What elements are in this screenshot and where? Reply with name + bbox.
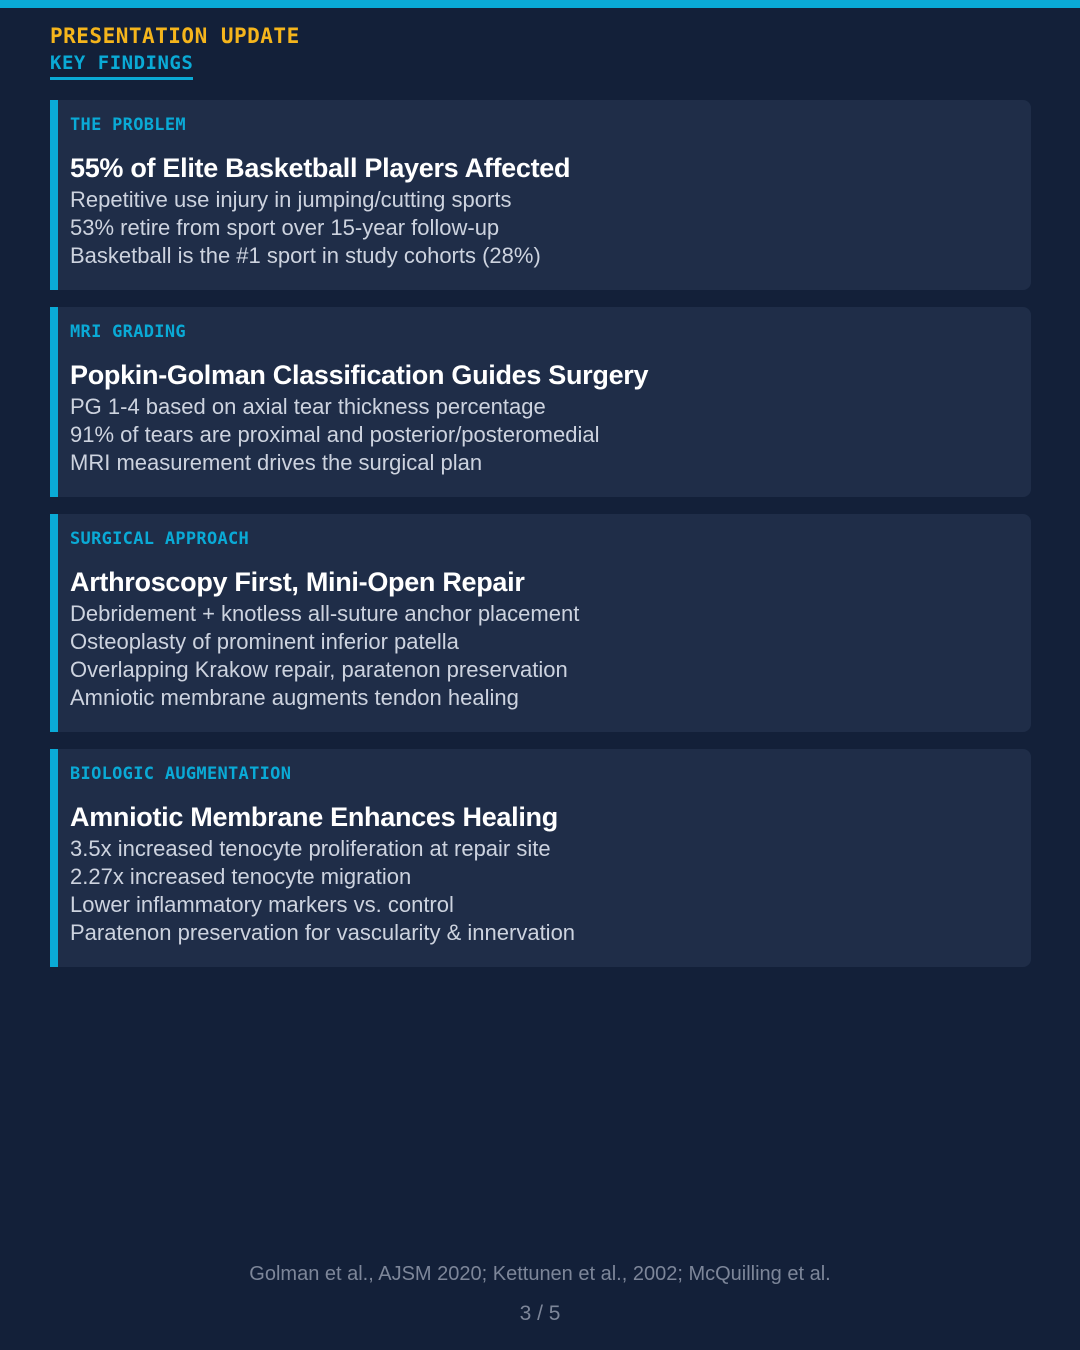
card-label: MRI GRADING <box>70 322 186 342</box>
findings-list <box>50 100 1031 984</box>
card-title: 55% of Elite Basketball Players Affected <box>70 153 571 183</box>
card-line: PG 1-4 based on axial tear thickness percentage <box>70 394 546 419</box>
card-line: Lower inflammatory markers vs. control <box>70 892 454 917</box>
card-line: Repetitive use injury in jumping/cutting sports <box>70 187 512 212</box>
card-title: Popkin-Golman Classification Guides Surgery <box>70 360 649 390</box>
presentation-kicker: PRESENTATION UPDATE <box>50 24 300 48</box>
card-line: Basketball is the #1 sport in study cohorts (28%) <box>70 243 541 268</box>
finding-card-mri-grading <box>50 307 1031 497</box>
card-line: 53% retire from sport over 15-year follow-up <box>70 215 500 240</box>
card-line: Overlapping Krakow repair, paratenon preservation <box>70 657 568 682</box>
card-lines <box>70 600 1011 712</box>
slide-header <box>50 22 300 80</box>
card-title: Arthroscopy First, Mini-Open Repair <box>70 567 525 597</box>
card-lines <box>70 186 1011 270</box>
finding-card-problem <box>50 100 1031 290</box>
page-indicator: 3 / 5 <box>519 1302 561 1325</box>
card-line: MRI measurement drives the surgical plan <box>70 450 483 475</box>
card-lines <box>70 835 1011 947</box>
card-line: 91% of tears are proximal and posterior/posteromedial <box>70 422 600 447</box>
card-lines <box>70 393 1011 477</box>
finding-card-surgical-approach <box>50 514 1031 732</box>
finding-card-biologic-augmentation <box>50 749 1031 967</box>
source-citation: Golman et al., AJSM 2020; Kettunen et al., 2002; McQuilling et al. <box>249 1263 831 1285</box>
section-label: KEY FINDINGS <box>50 50 193 80</box>
top-accent-bar <box>0 0 1080 8</box>
card-label: SURGICAL APPROACH <box>70 529 250 549</box>
card-line: 2.27x increased tenocyte migration <box>70 864 412 889</box>
card-label: THE PROBLEM <box>70 115 186 135</box>
card-line: Amniotic membrane augments tendon healing <box>70 685 519 710</box>
card-label: BIOLOGIC AUGMENTATION <box>70 764 292 784</box>
card-line: Paratenon preservation for vascularity & innervation <box>70 920 576 945</box>
card-line: Osteoplasty of prominent inferior patella <box>70 629 459 654</box>
card-line: 3.5x increased tenocyte proliferation at repair site <box>70 836 551 861</box>
card-line: Debridement + knotless all-suture anchor placement <box>70 601 580 626</box>
card-title: Amniotic Membrane Enhances Healing <box>70 802 558 832</box>
